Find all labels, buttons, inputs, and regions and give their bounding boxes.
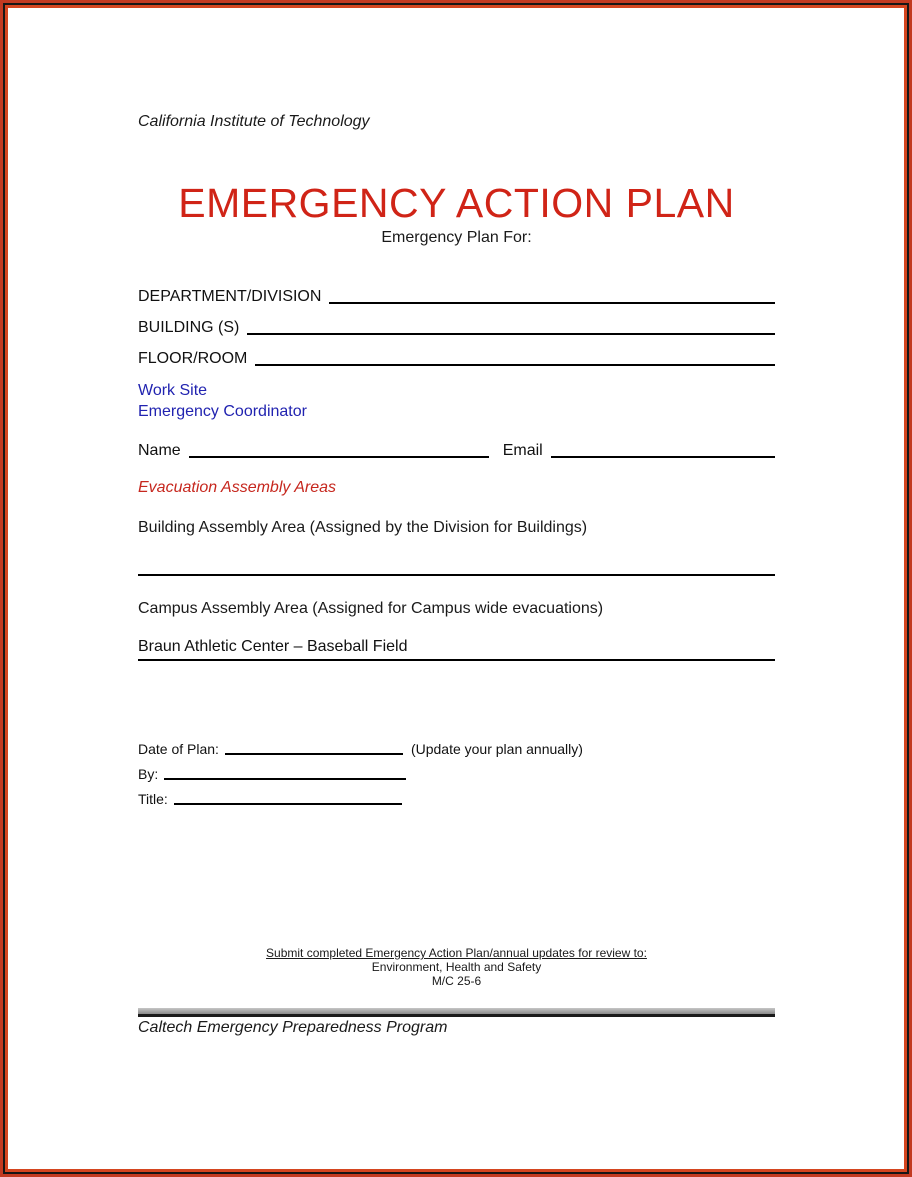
title-label: Title: [138, 791, 168, 807]
worksite-coordinator-label [138, 380, 307, 422]
document-title: EMERGENCY ACTION PLAN [178, 180, 735, 226]
submission-line2: Environment, Health and Safety [371, 960, 542, 974]
building-assembly-field[interactable] [138, 574, 775, 576]
date-of-plan-field[interactable] [225, 741, 403, 755]
campus-assembly-field[interactable]: Braun Athletic Center – Baseball Field [138, 638, 775, 661]
submission-line3: M/C 25-6 [431, 974, 482, 988]
institution-name: California Institute of Technology [138, 113, 370, 130]
by-row [138, 766, 406, 782]
floor-row [138, 350, 775, 368]
email-label: Email [502, 442, 543, 459]
by-field[interactable] [164, 766, 406, 780]
title-field[interactable] [174, 791, 402, 805]
building-row [138, 319, 775, 337]
page-content [8, 8, 904, 1169]
date-of-plan-row [138, 741, 583, 757]
evacuation-section-title: Evacuation Assembly Areas [138, 479, 337, 496]
email-field[interactable] [551, 444, 775, 458]
date-of-plan-label: Date of Plan: [138, 741, 219, 757]
name-field[interactable] [189, 444, 489, 458]
floor-field[interactable] [255, 352, 775, 366]
building-assembly-heading: Building Assembly Area (Assigned by the Division for Buildings) [138, 519, 588, 536]
name-email-row [138, 442, 775, 460]
department-row [138, 288, 775, 306]
building-label: BUILDING (S) [138, 319, 240, 336]
footer-divider-bar [138, 1008, 775, 1017]
building-field[interactable] [247, 321, 775, 335]
floor-label: FLOOR/ROOM [138, 350, 248, 367]
department-field[interactable] [329, 290, 775, 304]
worksite-label-line1: Work Site [138, 382, 208, 399]
submission-line1: Submit completed Emergency Action Plan/annual updates for review to: [266, 946, 647, 960]
department-label: DEPARTMENT/DIVISION [138, 288, 322, 305]
name-label: Name [138, 442, 181, 459]
by-label: By: [138, 766, 159, 782]
campus-assembly-heading: Campus Assembly Area (Assigned for Campus wide evacuations) [138, 600, 604, 617]
document-subtitle: Emergency Plan For: [381, 229, 532, 246]
footer-program-name: Caltech Emergency Preparedness Program [138, 1019, 448, 1036]
title-row [138, 791, 402, 807]
worksite-label-line2: Emergency Coordinator [138, 403, 307, 420]
date-of-plan-note: (Update your plan annually) [410, 741, 583, 757]
submission-instructions [138, 946, 775, 988]
